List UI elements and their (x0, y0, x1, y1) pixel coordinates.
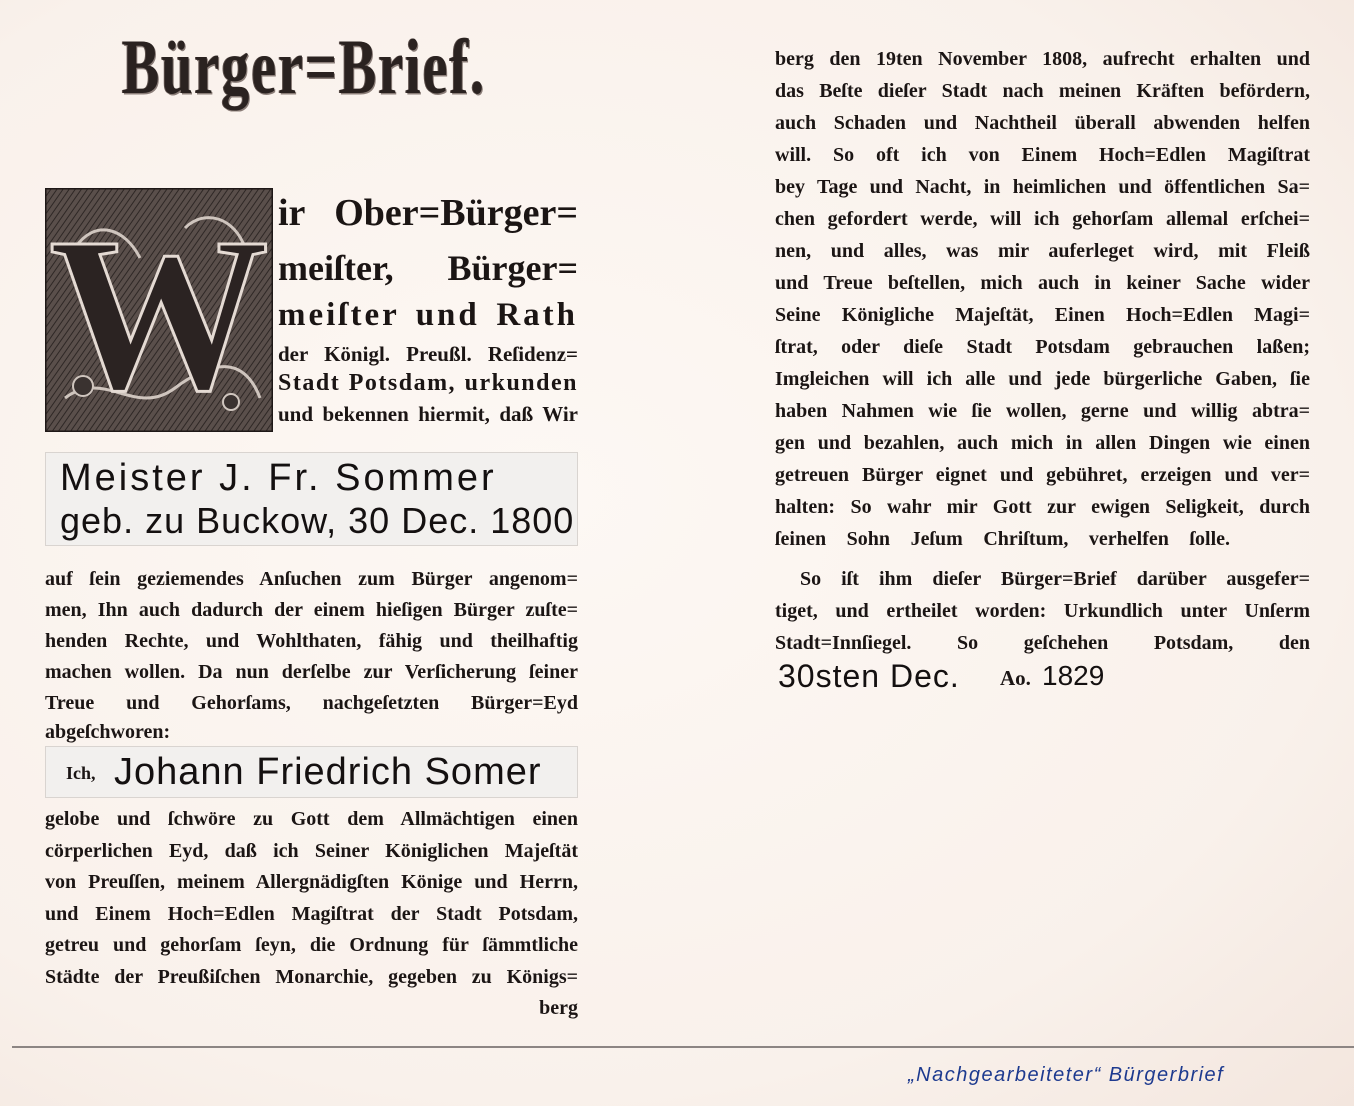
body-line: auch Schaden und Nachtheil überall abwenden helfen (775, 112, 1310, 134)
body-line: gen und bezahlen, auch mich in allen Dingen wie einen (775, 432, 1310, 454)
body-line: ſeinen Sohn Jeſum Chriſtum, verhelfen ſolle. (775, 528, 1230, 550)
handwritten-birth: geb. zu Buckow, 30 Dec. 1800 (60, 500, 575, 541)
body-line: haben Nahmen wie ſie wollen, gerne und willig abtra= (775, 400, 1310, 422)
document-title: Bürger=Brief. (122, 24, 487, 112)
body-line: berg (539, 997, 578, 1019)
oath-name-box (45, 746, 578, 798)
body-line: auf ſein geziemendes Anſuchen zum Bürger angenom= (45, 568, 578, 590)
intro-line: meiſter und Rath (278, 297, 578, 333)
decorative-initial (45, 188, 273, 432)
body-line: bey Tage und Nacht, in heimlichen und öffentlichen Sa= (775, 176, 1310, 198)
body-line: men, Ihn auch dadurch der einem hieſigen Bürger zuſte= (45, 599, 578, 621)
body-line: von Preuſſen, meinem Allergnädigſten Könige und Herrn, (45, 871, 578, 893)
intro-line: Stadt Potsdam, urkunden (278, 370, 578, 396)
footer-note: „Nachgearbeiteter“ Bürgerbrief (908, 1064, 1225, 1086)
body-line: Treue und Gehorſams, nachgeſetzten Bürger=Eyd (45, 692, 578, 714)
body-line: getreuen Bürger eignet und gebühret, erzeigen und ver= (775, 464, 1310, 486)
body-line: will. So oft ich von Einem Hoch=Edlen Magiſtrat (775, 144, 1310, 166)
body-line: und Treue beſtellen, mich auch in keiner Sache wider (775, 272, 1310, 294)
intro-line: und bekennen hiermit, daß Wir (278, 402, 578, 426)
body-line: Städte der Preußiſchen Monarchie, gegeben zu Königs= (45, 966, 578, 988)
body-line: So iſt ihm dieſer Bürger=Brief darüber ausgefer= (800, 568, 1310, 590)
body-line: ſtrat, oder dieſe Stadt Potsdam gebrauchen laßen; (775, 336, 1310, 358)
body-line: chen gefordert werde, will ich gehorſam allemal erſchei= (775, 208, 1310, 230)
footer-divider (12, 1046, 1354, 1048)
body-line: henden Rechte, und Wohlthaten, fähig und theilhaftig (45, 630, 578, 652)
body-line: gelobe und ſchwöre zu Gott dem Allmächtigen einen (45, 808, 578, 830)
initial-letter: W (49, 192, 269, 432)
oath-prefix: Ich, (66, 763, 96, 783)
anno-label: Ao. (1000, 666, 1031, 690)
body-line: und Einem Hoch=Edlen Magiſtrat der Stadt Potsdam, (45, 903, 578, 925)
handwritten-name: Meister J. Fr. Sommer (60, 457, 497, 499)
body-line: getreu und gehorſam ſeyn, die Ordnung für ſämmtliche (45, 934, 578, 956)
body-line: cörperlichen Eyd, daß ich Seiner Königlichen Majeſtät (45, 840, 578, 862)
handwritten-date: 30sten Dec. (778, 658, 960, 694)
body-line: abgeſchworen: (45, 721, 171, 743)
intro-line: der Königl. Preußl. Reſidenz= (278, 342, 578, 366)
body-line: machen wollen. Da nun derſelbe zur Verſicherung ſeiner (45, 661, 578, 683)
body-line: berg den 19ten November 1808, aufrecht erhalten und (775, 48, 1310, 70)
body-line: Seine Königliche Majeſtät, Einen Hoch=Edlen Magi= (775, 304, 1310, 326)
handwritten-name-box (45, 452, 578, 546)
body-line: tiget, und ertheilet worden: Urkundlich unter Unſerm (775, 600, 1310, 622)
body-line: Stadt=Innſiegel. So geſchehen Potsdam, den (775, 632, 1310, 654)
intro-line: meiſter, Bürger= (278, 248, 578, 288)
body-line: halten: So wahr mir Gott zur ewigen Seligkeit, durch (775, 496, 1310, 518)
body-line: das Beſte dieſer Stadt nach meinen Kräften befördern, (775, 80, 1310, 102)
intro-line: ir Ober=Bürger= (278, 192, 578, 234)
handwritten-year: 1829 (1042, 660, 1105, 691)
oath-name: Johann Friedrich Somer (114, 751, 542, 793)
body-line: Imgleichen will ich alle und jede bürgerliche Gaben, ſie (775, 368, 1310, 390)
body-line: nen, und alles, was mir auferleget wird, mit Fleiß (775, 240, 1310, 262)
